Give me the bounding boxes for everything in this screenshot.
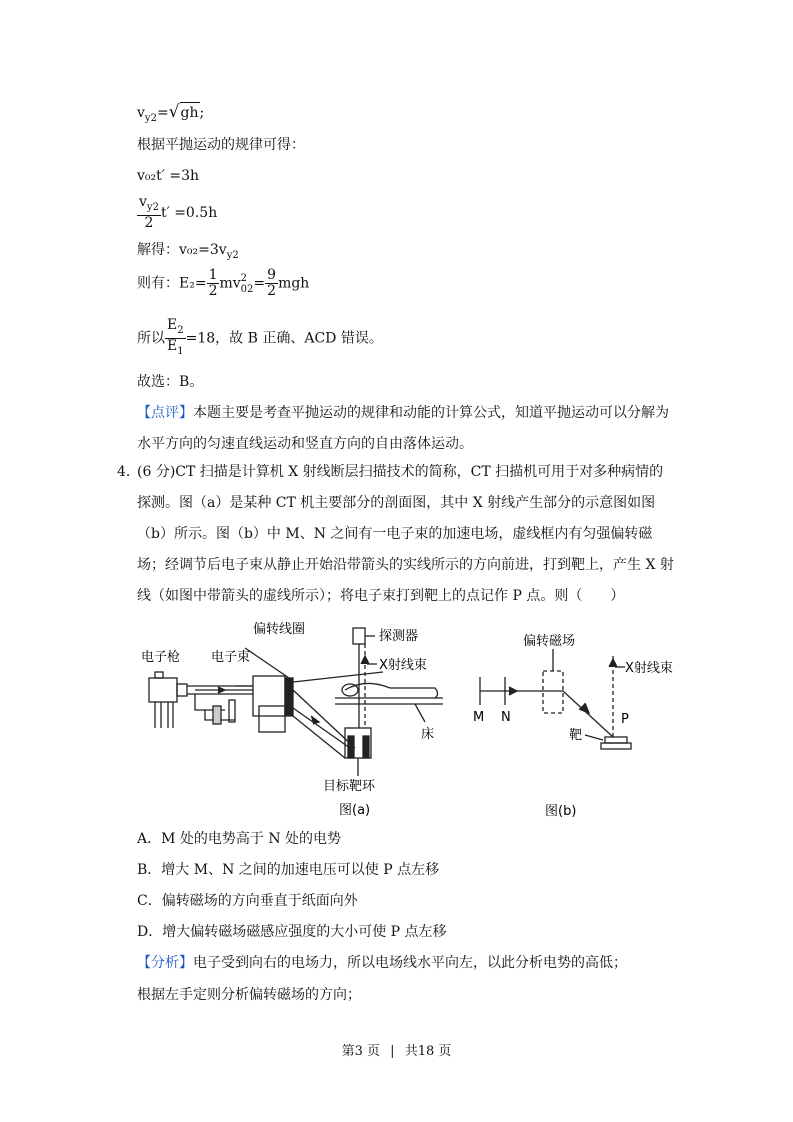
label-electron-beam: 电子束 xyxy=(211,650,251,665)
label-xray-b: X射线束 xyxy=(625,661,673,676)
question-number: 4． xyxy=(117,464,140,480)
label-target-b: 靶 xyxy=(569,728,583,743)
caption-b: 图(b) xyxy=(545,804,577,819)
label-deflection-field: 偏转磁场 xyxy=(523,634,576,649)
page-total: 共18 页 xyxy=(404,1044,452,1059)
target-plate xyxy=(605,737,627,743)
label-xray-beam: X射线束 xyxy=(379,658,427,673)
label-bed: 床 xyxy=(421,727,435,742)
gun-body xyxy=(149,678,177,702)
question-stem: (6 分)CT 扫描是计算机 X 射线断层扫描技术的简称，CT 扫描机可用于对多种病情的探测。图（a）是某种 CT 机主要部分的剖面图，其中 X 射线产生部分的示意图如图（b）所示。图（b）中 M、N 之间有一电子束的加速电场，虚线框内有匀强偏转磁场；经调节后电子束从静止开始沿带箭头的实线所示的方向前进，打到靶上，产生 X 射线（如图中带箭头的虚线所示）；将电子束打到靶上的点记作 P 点。则（ ） xyxy=(137,464,674,604)
option-d: D．增大偏转磁场磁感应强度的大小可使 P 点左移 xyxy=(137,924,447,940)
option-b: B．增大 M、N 之间的加速电压可以使 P 点左移 xyxy=(137,862,440,878)
label-detector: 探测器 xyxy=(379,629,419,644)
caption-a: 图(a) xyxy=(339,803,371,818)
footer-separator: | xyxy=(390,1044,395,1059)
option-a: A．M 处的电势高于 N 处的电势 xyxy=(137,831,342,847)
deflection-field-box xyxy=(543,671,563,713)
label-n: N xyxy=(501,710,511,725)
label-deflection-coil: 偏转线圈 xyxy=(253,622,306,637)
label-target-ring: 目标靶环 xyxy=(323,779,376,794)
figure-a xyxy=(135,618,455,823)
analysis: 【分析】电子受到向右的电场力，所以电场线水平向左，以此分析电势的高低； xyxy=(137,955,627,971)
eq-energy: 则有：E₂= $\frac{1}{2}$ mv 2 02 = $\frac{9}{2}$ mgh xyxy=(137,267,310,299)
eq-solve: 解得：$v_{02}=3v_{y2}$ xyxy=(137,242,239,261)
analysis-2: 根据左手定则分析偏转磁场的方向； xyxy=(137,987,361,1003)
eq-vertical: $\frac{v_{y2}}{2}$ t′ =0.5h xyxy=(139,194,218,231)
figure-b xyxy=(465,625,695,825)
label-electron-gun: 电子枪 xyxy=(141,650,181,665)
comment: 【点评】本题主要是考查平抛运动的规律和动能的计算公式，知道平抛运动可以分解为水平方向的匀速直线运动和竖直方向的自由落体运动。 xyxy=(137,405,669,452)
label-p: P xyxy=(621,712,629,727)
option-c: C．偏转磁场的方向垂直于纸面向外 xyxy=(137,893,358,909)
page-number: 第3 页 xyxy=(341,1044,381,1059)
deflection-coil xyxy=(285,678,293,716)
answer-choice: 故选：B。 xyxy=(137,374,204,390)
eq-horizontal: v₀₂t′ =3h xyxy=(137,168,200,184)
text-rule: 根据平抛运动的规律可得： xyxy=(137,137,305,153)
page-footer xyxy=(0,1040,793,1059)
eq-vy2: $v_{y2}=√gh$; xyxy=(137,102,205,124)
label-m: M xyxy=(473,710,485,725)
eq-ratio: 所以 $\frac{E_2}{E_1}$ =18，故 B 正确、ACD 错误。 xyxy=(137,317,383,357)
